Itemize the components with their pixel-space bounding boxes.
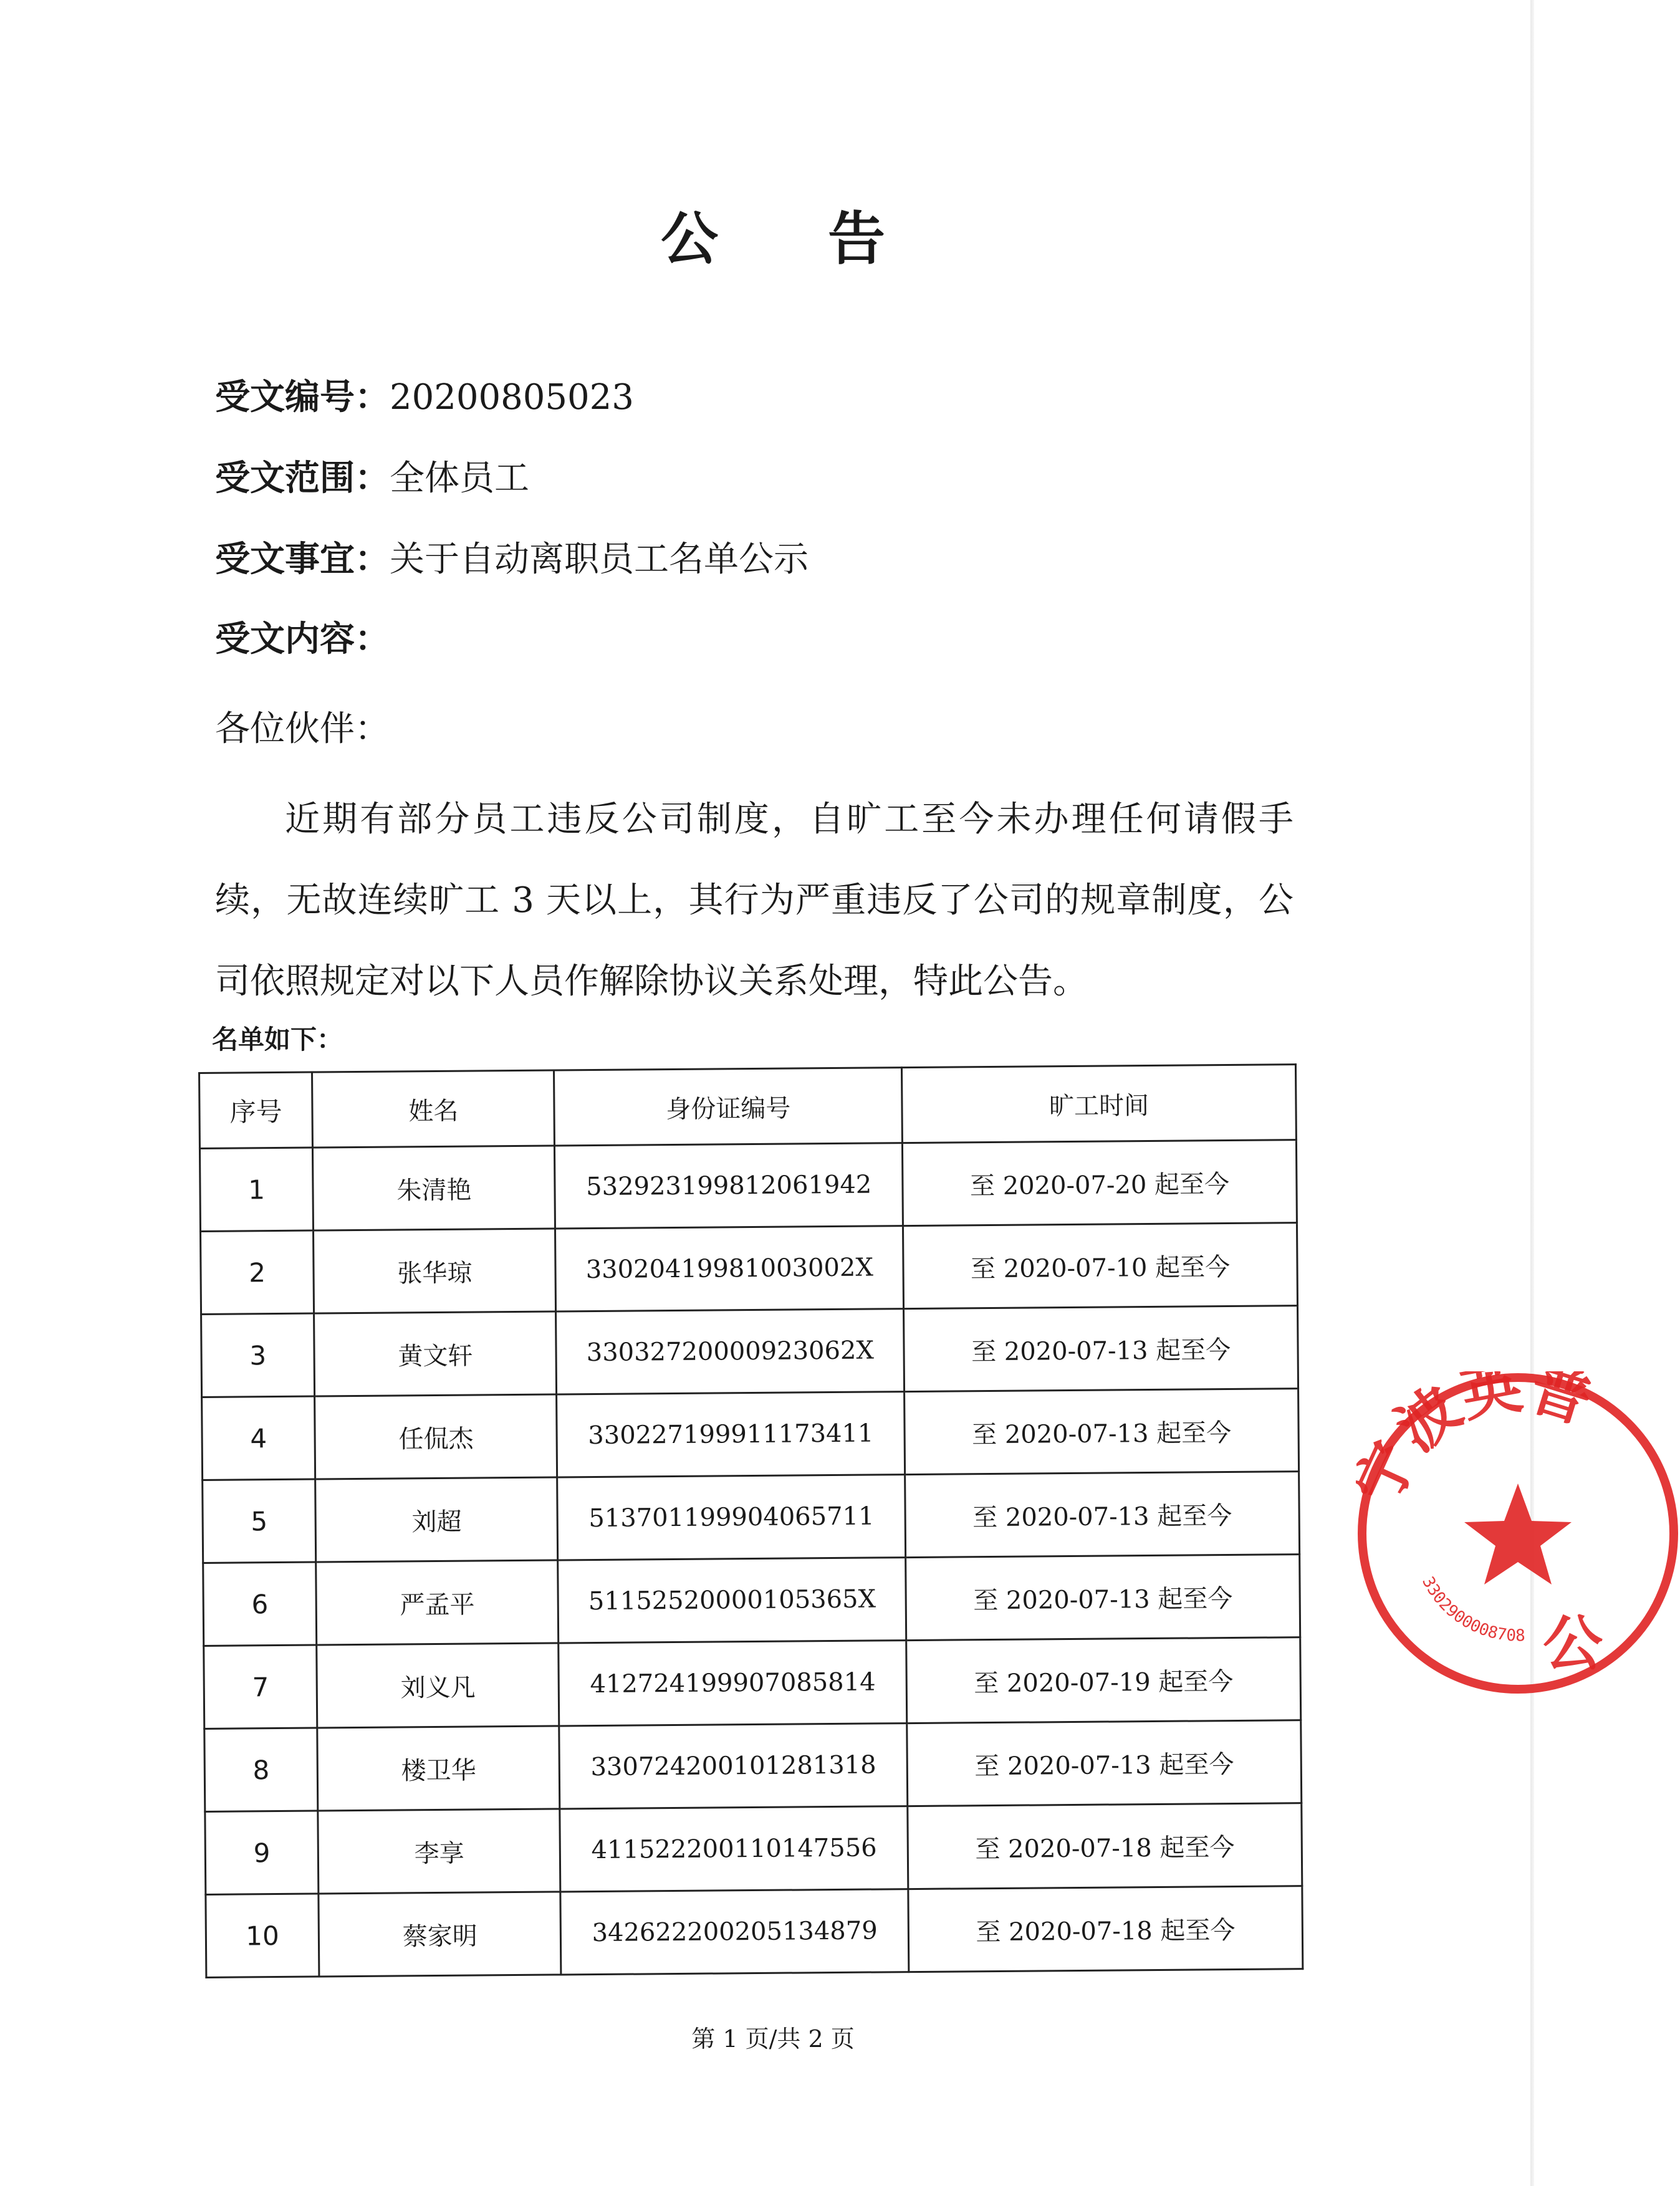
page-footer: 第 1 页/共 2 页: [691, 2025, 855, 2053]
cell-id: 411522200110147556: [560, 1806, 908, 1892]
scope-value: 全体员工: [390, 458, 529, 499]
subject-value: 关于自动离职员工名单公示: [390, 539, 809, 580]
subject-line: [215, 539, 809, 580]
cell-no: 3: [201, 1313, 315, 1397]
cell-id: 33020419981003002X: [555, 1226, 904, 1311]
cell-id: 51152520000105365X: [558, 1558, 906, 1643]
cell-id: 33032720000923062X: [556, 1309, 905, 1394]
cell-time: 至 2020-07-18 起至今: [908, 1803, 1302, 1889]
cell-id: 342622200205134879: [560, 1889, 909, 1975]
cell-no: 9: [205, 1811, 319, 1894]
cell-time: 至 2020-07-20 起至今: [903, 1140, 1297, 1226]
body-paragraph: 近期有部分员工违反公司制度，自旷工至今未办理任何请假手续，无故连续旷工 3 天以上，其行为严重违反了公司的规章制度，公司依照规定对以下人员作解除协议关系处理，特此公告。: [215, 799, 1294, 1002]
subject-label: 受文事宜：: [215, 539, 390, 580]
content-line: [215, 619, 390, 659]
cell-name: 黄文轩: [314, 1311, 557, 1396]
header-no: 序号: [199, 1072, 313, 1148]
cell-time: 至 2020-07-13 起至今: [907, 1720, 1302, 1806]
cell-no: 8: [204, 1728, 318, 1811]
header-time: 旷工时间: [902, 1065, 1297, 1143]
table-row: [203, 1555, 1300, 1646]
seal-code-text: 3302900008708: [1418, 1573, 1526, 1646]
cell-time: 至 2020-07-13 起至今: [905, 1389, 1299, 1475]
cell-name: 严孟平: [316, 1560, 559, 1645]
table-row: [202, 1389, 1299, 1480]
cell-name: 任侃杰: [315, 1394, 557, 1479]
cell-time: 至 2020-07-13 起至今: [904, 1306, 1298, 1392]
table-row: [201, 1223, 1298, 1315]
cell-name: 蔡家明: [319, 1892, 561, 1977]
employee-table: [198, 1063, 1303, 1978]
cell-time: 至 2020-07-19 起至今: [906, 1637, 1301, 1723]
seal-star-icon: [1464, 1484, 1572, 1584]
table-row: [204, 1637, 1301, 1729]
list-label: 名单如下：: [212, 1024, 343, 1055]
cell-no: 7: [204, 1645, 317, 1728]
doc-number-value: 20200805023: [390, 377, 634, 418]
company-seal: [1356, 1371, 1603, 1695]
table-row: [204, 1720, 1302, 1812]
seal-graphic: [1356, 1371, 1680, 1695]
greeting: 各位伙伴：: [215, 709, 390, 749]
table-row: [199, 1140, 1297, 1232]
scope-line: [215, 458, 529, 499]
employee-table-wrapper: [198, 1063, 1303, 1978]
cell-no: 4: [202, 1396, 315, 1480]
cell-id: 513701199904065711: [557, 1475, 906, 1560]
table-row: [201, 1306, 1298, 1397]
scan-edge: [1530, 0, 1534, 2186]
cell-name: 张华琼: [314, 1229, 556, 1313]
table-row: [205, 1803, 1302, 1895]
cell-no: 1: [199, 1148, 313, 1231]
cell-time: 至 2020-07-18 起至今: [908, 1886, 1303, 1972]
cell-id: 330227199911173411: [557, 1392, 905, 1477]
cell-name: 李享: [318, 1809, 560, 1894]
cell-id: 330724200101281318: [559, 1723, 908, 1809]
doc-number-label: 受文编号：: [215, 377, 390, 418]
table-row: [206, 1886, 1303, 1978]
header-id: 身份证编号: [554, 1068, 903, 1146]
cell-name: 朱清艳: [313, 1146, 555, 1230]
cell-no: 6: [203, 1562, 317, 1646]
table-row: [203, 1472, 1300, 1563]
scope-label: 受文范围：: [215, 458, 390, 499]
seal-bottom-text: 公: [1543, 1609, 1603, 1679]
seal-top-text: 波英普: [1383, 1371, 1600, 1465]
cell-name: 楼卫华: [317, 1726, 560, 1811]
cell-time: 至 2020-07-13 起至今: [906, 1555, 1300, 1641]
table-header-row: [199, 1065, 1297, 1149]
cell-time: 至 2020-07-10 起至今: [903, 1223, 1298, 1309]
cell-name: 刘超: [315, 1477, 558, 1562]
cell-no: 10: [206, 1894, 319, 1977]
page-title: 公 告: [660, 206, 931, 272]
header-name: 姓名: [312, 1070, 555, 1148]
cell-no: 5: [203, 1479, 316, 1563]
cell-time: 至 2020-07-13 起至今: [905, 1472, 1300, 1558]
doc-number-line: [215, 377, 634, 418]
cell-id: 532923199812061942: [555, 1143, 903, 1229]
cell-id: 412724199907085814: [559, 1641, 907, 1726]
cell-name: 刘义凡: [317, 1643, 559, 1728]
cell-no: 2: [201, 1230, 314, 1314]
content-label: 受文内容：: [215, 619, 390, 659]
